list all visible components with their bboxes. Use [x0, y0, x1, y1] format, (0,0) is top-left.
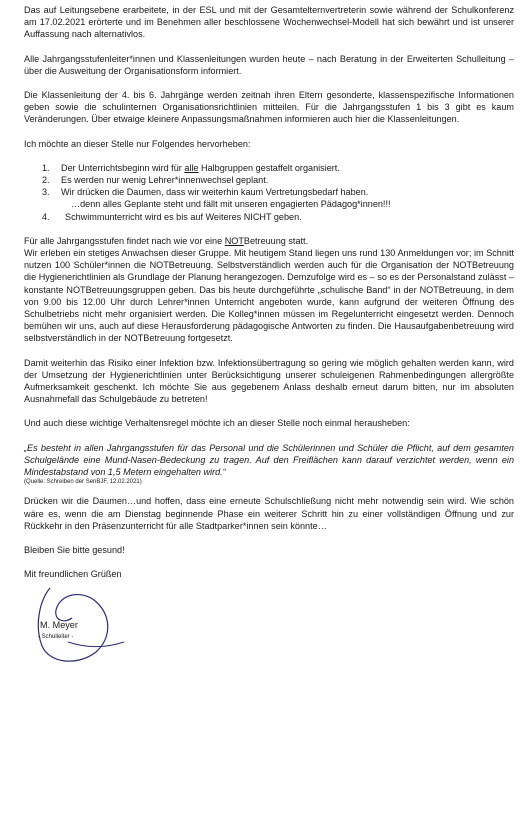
paragraph-highlight-intro: Ich möchte an dieser Stelle nur Folgendes hervorheben:: [24, 138, 251, 149]
paragraph-notbetreuung-intro: Für alle Jahrgangsstufen findet nach wie vor eine NOTBetreuung statt.: [24, 235, 309, 246]
quote-mask-rule: „Es besteht in allen Jahrgangsstufen für das Personal und die Schülerinnen und Schüler die Pflicht, auf dem gesamten Schulgelände eine Mund-Nasen-Bedeckung zu tragen. Auf den Freiflächen kann darauf verzichtet werden, wenn ein Mindestabstand von 1,5 Metern eingehalten wird.“: [24, 442, 514, 478]
highlight-list: [24, 162, 514, 223]
paragraph-class-leaders: Die Klassenleitung der 4. bis 6. Jahrgänge werden zeitnah ihren Eltern gesonderte, klassenspezifische Informationen geben sowie die schulinternen Organisationsrichtlinien mitteilen. Für die Jahrgangsstufen 1 bis 3 gibt es kaum Veränderungen. Über etwaige kleinere Anpassungsmaßnahmen informieren auch hier die Klassenleitungen.: [24, 90, 514, 125]
closing-wish: Bleiben Sie bitte gesund!: [24, 544, 125, 555]
signature-role: - Schulleiter -: [38, 634, 74, 641]
paragraph-notbetreuung: Wir erleben ein stetiges Anwachsen dieser Gruppe. Mit heutigem Stand liegen uns rund 130 Anmeldungen vor; im Schnitt nutzen 100 Schüler*innen die NOTBetreuung. Selbstverständlich werden auch für die Organisation der NOTBetreuung die Hygienerichtlinien als Grundlage der Planung herangezogen. Demzufolge wird es – so es der Personalstand zulässt – konstante NOTBetreuungsgruppen geben. Das bis heute durchgeführte „schulische Band“ in der NOTBetreuung, in dem von 9.00 bis 12.00 Uhr durch Lehrer*innen Unterricht angeboten wurde, kann aufgrund der weiteren Öffnung des Schulbetriebs nicht mehr organisiert werden. Die Kolleg*innen müssen im Regelunterricht eingesetzt werden. Dennoch bemühen wir uns, auch auf diese Herausforderung pädagogische Antworten zu finden. Die Hausaufgabenbetreuung wird selbstverständlich in der NOTBetreuung fortgesetzt.: [24, 248, 514, 344]
paragraph-model: Das auf Leitungsebene erarbeitete, in der ESL und mit der Gesamtelternvertreterin sowie während der Schulkonferenz am 17.02.2021 erörterte und im Benehmen aller beschlossene Wochenwechsel-Modell hat sich bewährt und ist unserer Auffassung nach alternativlos.: [24, 5, 514, 40]
signature-block: [24, 580, 514, 670]
paragraph-hygiene: Damit weiterhin das Risiko einer Infektion bzw. Infektionsübertragung so gering wie möglich gehalten werden kann, wird der Umsetzung der Hygienerichtlinien unter Berücksichtigung unserer schuleigenen Rahmenbedingungen allergrößte Aufmerksamkeit geschenkt. Ich möchte Sie aus gegebenem Anlass deshalb erneut darum bitten, nur im absoluten Ausnahmefall das Schulgebäude zu betreten!: [24, 357, 514, 405]
list-item: 4. Schwimmunterricht wird es bis auf Weiteres NICHT geben.: [42, 211, 302, 222]
paragraph-hope: Drücken wir die Daumen…und hoffen, dass eine erneute Schulschließung nicht mehr notwendig sein wird. Wie schön wäre es, wenn die am Dienstag beginnende Phase ein weiterer Schritt hin zu einer vollständigen Öffnung und zur Rückkehr in den Präsenzunterricht für alle Stadtparker*innen sein könnte…: [24, 496, 514, 531]
closing-greeting: Mit freundlichen Grüßen: [24, 569, 122, 580]
list-item-note: …denn alles Geplante steht und fällt mit unseren engagierten Pädagog*innen!!!: [71, 199, 391, 210]
list-item: 1. Der Unterrichtsbeginn wird für alle Halbgruppen gestaffelt organisiert.: [42, 162, 340, 173]
paragraph-info: Alle Jahrgangsstufenleiter*innen und Klassenleitungen wurden heute – nach Beratung in der Erweiterten Schulleitung – über die Ausweitung der Organisationsform informiert.: [24, 53, 514, 76]
paragraph-rule-intro: Und auch diese wichtige Verhaltensregel möchte ich an dieser Stelle noch einmal herausheben:: [24, 418, 410, 429]
list-item: 2. Es werden nur wenig Lehrer*innenwechsel geplant.: [42, 175, 269, 186]
quote-source: (Quelle: Schreiben der SenBJF, 12.02.2021): [24, 479, 142, 486]
list-item: 3. Wir drücken die Daumen, dass wir weiterhin kaum Vertretungsbedarf haben.: [42, 187, 369, 198]
signature-name: M. Meyer: [40, 620, 78, 631]
